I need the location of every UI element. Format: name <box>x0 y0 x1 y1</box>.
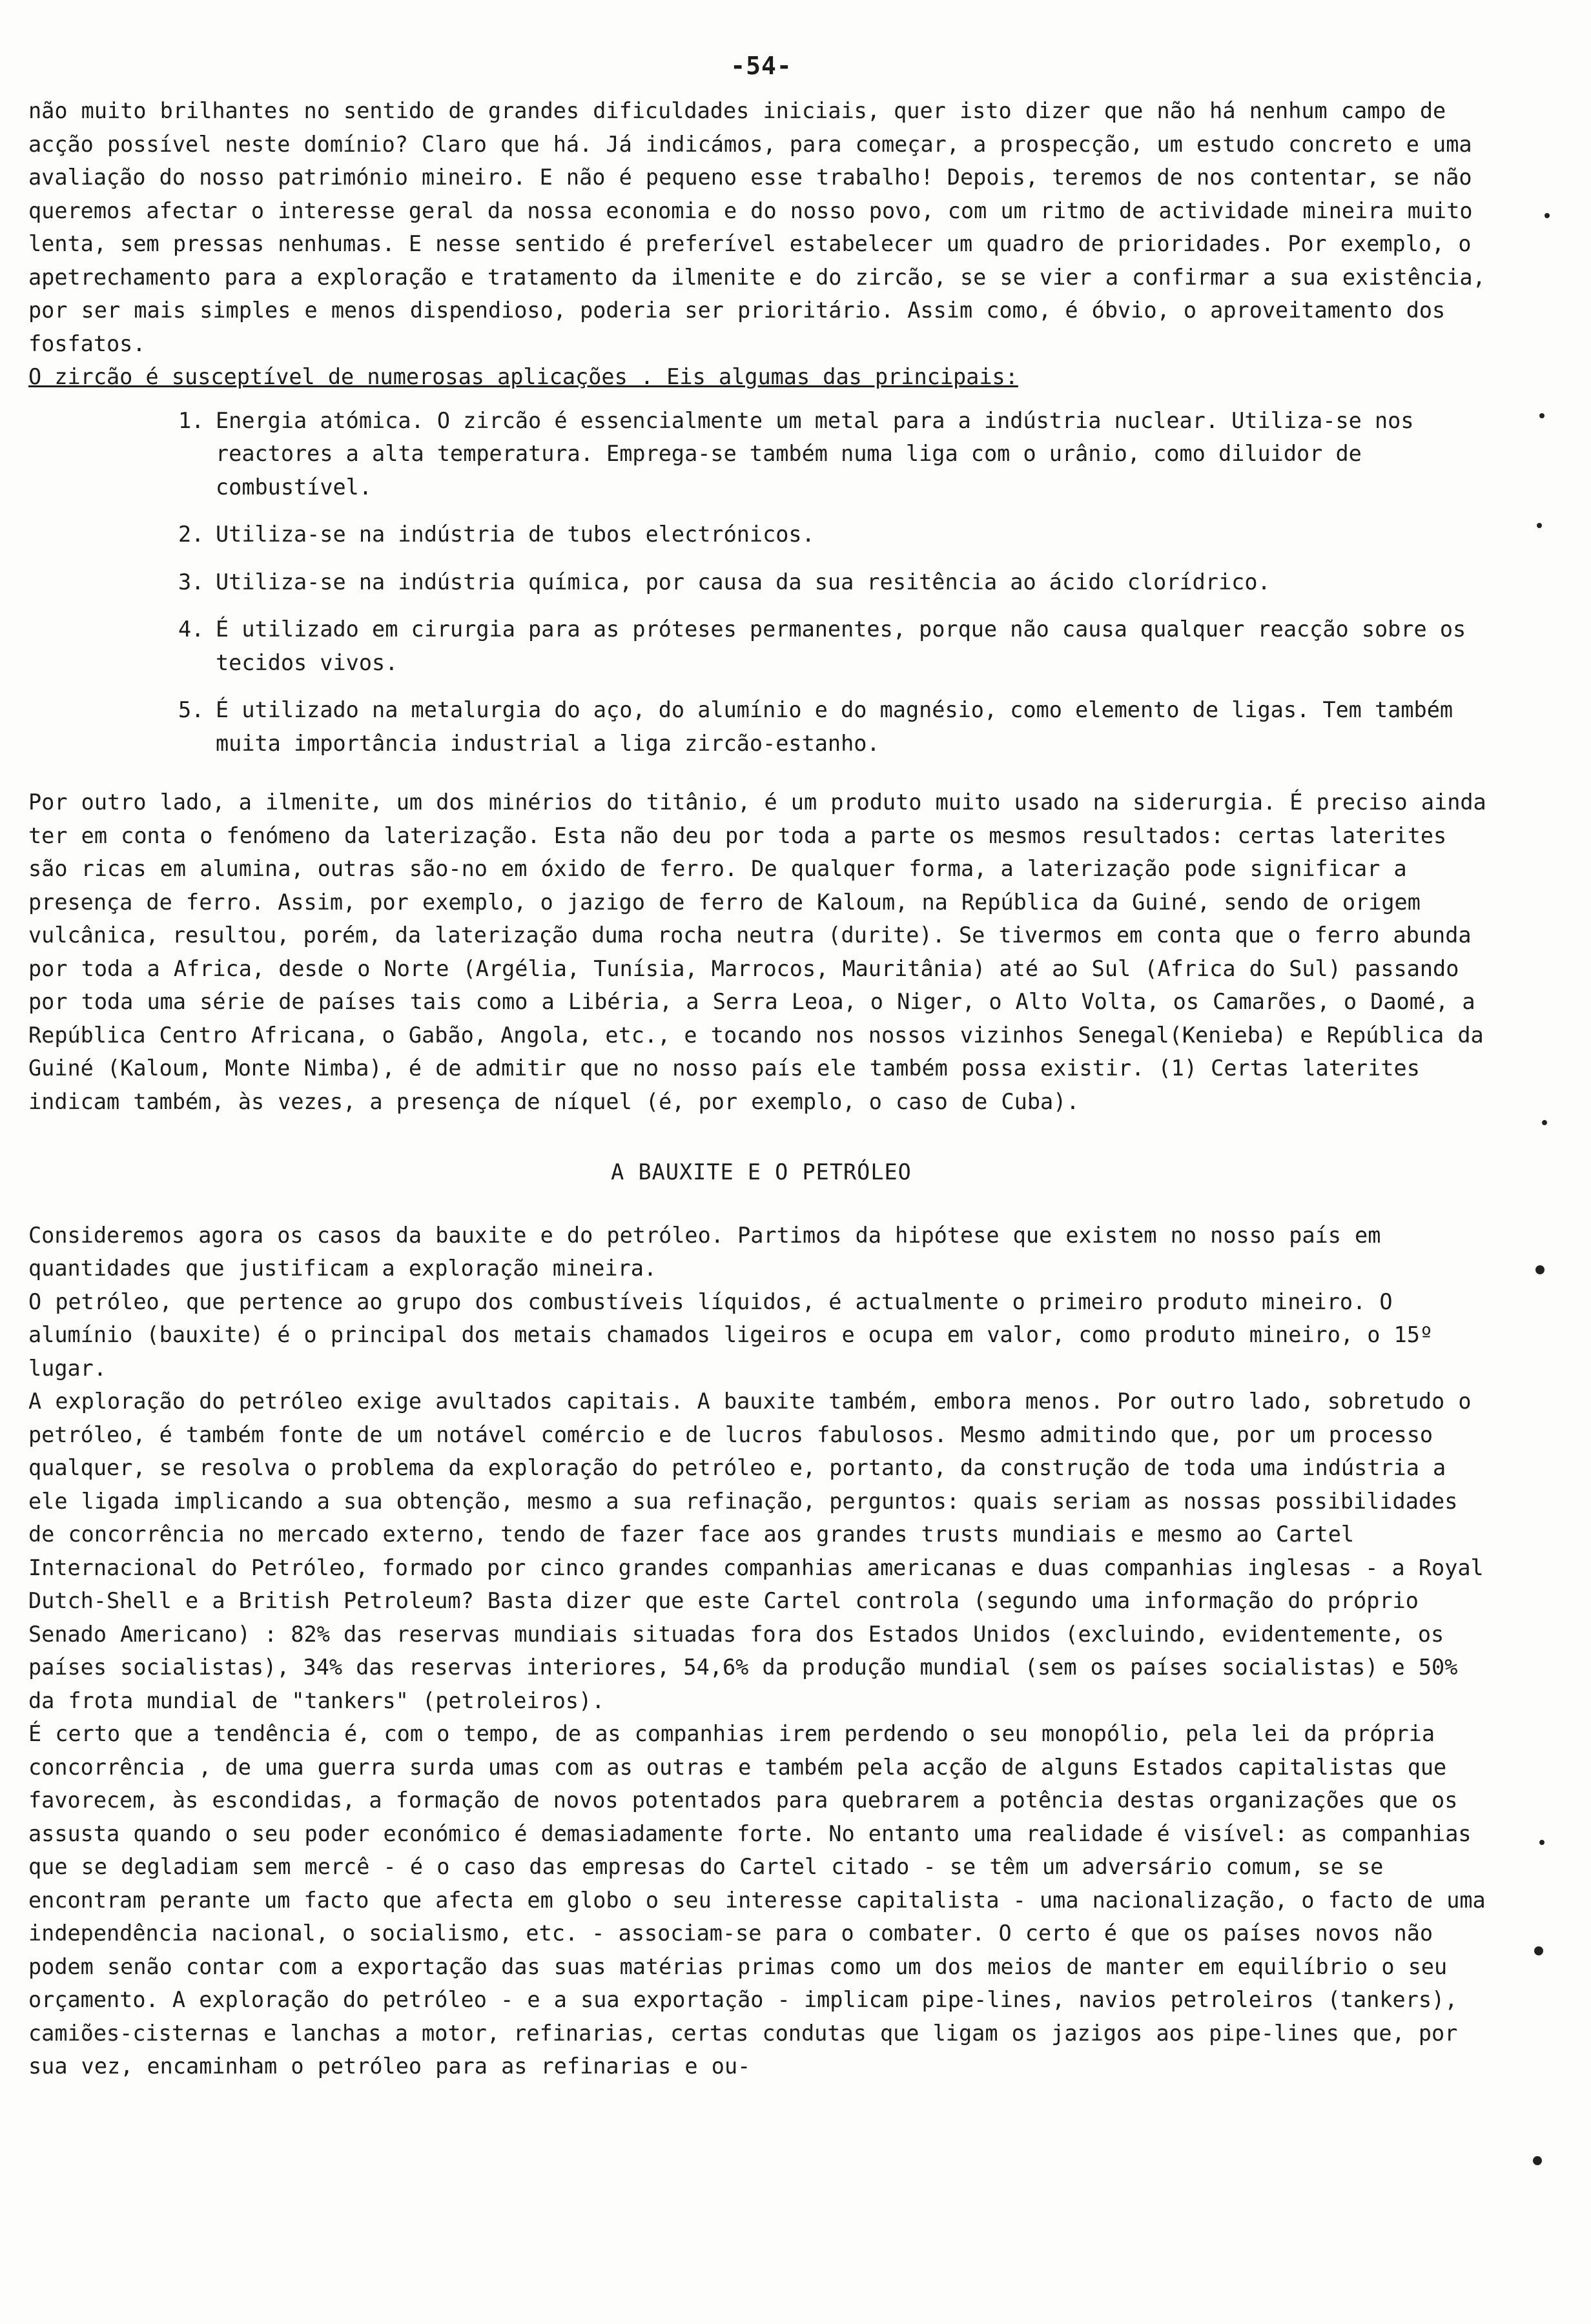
zircon-applications-list <box>28 404 1494 760</box>
cartel-paragraph: A exploração do petróleo exige avultados capitais. A bauxite também, embora menos. Por outro lado, sobretudo o petróleo, é também fonte de um notável comércio e de lucros fabulosos. Mesmo admitindo que, por um processo qualquer, se resolva o problema da exploração do petróleo e, portanto, da construção de toda uma indústria a ele ligada implicando a sua obtenção, mesmo a sua refinação, perguntos: quais seriam as nossas possibilidades de concorrência no mercado externo, tendo de fazer face aos grandes trusts mundiais e mesmo ao Cartel Internacional do Petróleo, formado por cinco grandes companhias americanas e duas companhias inglesas - a Royal Dutch-Shell e a British Petroleum? Basta dizer que este Cartel controla (segundo uma informação do próprio Senado Americano) : 82% das reservas mundiais situadas fora dos Estados Unidos (excluindo, evidentemente, os países socialistas), 34% das reservas interiores, 54,6% da produção mundial (sem os países socialistas) e 50% da frota mundial de "tankers" (petroleiros). <box>28 1389 1484 1713</box>
list-item-number: 3. <box>178 569 205 595</box>
bauxite-intro-paragraph: Consideremos agora os casos da bauxite e do petróleo. Partimos da hipótese que existem no nosso país em quantidades que justificam a exploração mineira. <box>28 1222 1381 1281</box>
list-item-text: É utilizado em cirurgia para as próteses permanentes, porque não causa qualquer reacção sobre os tecidos vivos. <box>216 617 1466 675</box>
margin-mark <box>1539 1840 1545 1845</box>
list-item-number: 4. <box>178 617 205 642</box>
list-item-text: Energia atómica. O zircão é essencialmente um metal para a indústria nuclear. Utiliza-se nos reactores a alta temperatura. Emprega-se também numa liga com o urânio, como diluidor de combustível. <box>216 407 1414 500</box>
section-title: A BAUXITE E O PETRÓLEO <box>611 1159 912 1185</box>
list-item-number: 5. <box>178 697 205 722</box>
document-page <box>28 52 1494 2083</box>
zircon-applications-heading: O zircão é susceptível de numerosas aplicações . Eis algumas das principais: <box>28 364 1018 389</box>
list-item <box>164 404 1494 504</box>
list-item <box>164 518 1494 551</box>
list-item-number: 2. <box>178 522 205 547</box>
margin-mark <box>1545 213 1550 218</box>
margin-mark <box>1535 1265 1545 1274</box>
list-item <box>164 613 1494 679</box>
list-item <box>164 566 1494 599</box>
margin-mark <box>1542 1120 1547 1125</box>
petroleum-aluminium-paragraph: O petróleo, que pertence ao grupo dos combustíveis líquidos, é actualmente o primeiro produto mineiro. O alumínio (bauxite) é o principal dos metais chamados ligeiros e ocupa em valor, como produto mineiro, o 15º lugar. <box>28 1289 1433 1381</box>
list-item <box>164 693 1494 760</box>
margin-mark <box>1534 1946 1543 1955</box>
list-item-text: Utiliza-se na indústria química, por causa da sua resitência ao ácido clorídrico. <box>216 569 1271 595</box>
margin-mark <box>1539 413 1545 418</box>
list-item-text: Utiliza-se na indústria de tubos electrónicos. <box>216 522 815 547</box>
list-item-number: 1. <box>178 407 205 433</box>
margin-mark <box>1537 523 1542 528</box>
list-item-text: É utilizado na metalurgia do aço, do alumínio e do magnésio, como elemento de ligas. Tem também muita importância industrial a liga zircão-estanho. <box>216 697 1453 756</box>
tendency-paragraph: É certo que a tendência é, com o tempo, de as companhias irem perdendo o seu monopólio, pela lei da própria concorrência , de uma guerra surda umas com as outras e também pela acção de alguns Estados capitalistas que favorecem, às escondidas, a formação de novos potentados para quebrarem a potência destas organizações que os assusta quando o seu poder económico é demasiadamente forte. No entanto uma realidade é visível: as companhias que se degladiam sem mercê - é o caso das empresas do Cartel citado - se têm um adversário comum, se se encontram perante um facto que afecta em globo o seu interesse capitalista - uma nacionalização, o facto de uma independência nacional, o socialismo, etc. - associam-se para o combater. O certo é que os países novos não podem senão contar com a exportação das suas matérias primas como um dos meios de manter em equilíbrio o seu orçamento. A exploração do petróleo - e a sua exportação - implicam pipe-lines, navios petroleiros (tankers), camiões-cisternas e lanchas a motor, refinarias, certas condutas que ligam os jazigos aos pipe-lines que, por sua vez, encaminham o petróleo para as refinarias e ou- <box>28 1721 1486 2079</box>
intro-paragraph: não muito brilhantes no sentido de grandes dificuldades iniciais, quer isto dizer que não há nenhum campo de acção possível neste domínio? Claro que há. Já indicámos, para começar, a prospecção, um estudo concreto e uma avaliação do nosso património mineiro. E não é pequeno esse trabalho! Depois, teremos de nos contentar, se não queremos afectar o interesse geral da nossa economia e do nosso povo, com um ritmo de actividade mineira muito lenta, sem pressas nenhumas. E nesse sentido é preferível estabelecer um quadro de prioridades. Por exemplo, o apetrechamento para a exploração e tratamento da ilmenite e do zircão, se se vier a confirmar a sua existência, por ser mais simples e menos dispendioso, poderia ser prioritário. Assim como, é óbvio, o aproveitamento dos fosfatos. <box>28 98 1486 356</box>
margin-mark <box>1533 2156 1542 2165</box>
page-number: -54- <box>730 52 792 80</box>
laterization-paragraph: Por outro lado, a ilmenite, um dos minérios do titânio, é um produto muito usado na siderurgia. É preciso ainda ter em conta o fenómeno da laterização. Esta não deu por toda a parte os mesmos resultados: certas laterites são ricas em alumina, outras são-no em óxido de ferro. De qualquer forma, a laterização pode significar a presença de ferro. Assim, por exemplo, o jazigo de ferro de Kaloum, na República da Guiné, sendo de origem vulcânica, resultou, porém, da laterização duma rocha neutra (durite). Se tivermos em conta que o ferro abunda por toda a Africa, desde o Norte (Argélia, Tunísia, Marrocos, Mauritânia) até ao Sul (Africa do Sul) passando por toda uma série de países tais como a Libéria, a Serra Leoa, o Niger, o Alto Volta, os Camarões, o Daomé, a República Centro Africana, o Gabão, Angola, etc., e tocando nos nossos vizinhos Senegal(Kenieba) e República da Guiné (Kaloum, Monte Nimba), é de admitir que no nosso país ele também possa existir. (1) Certas laterites indicam também, às vezes, a presença de níquel (é, por exemplo, o caso de Cuba). <box>28 790 1486 1114</box>
